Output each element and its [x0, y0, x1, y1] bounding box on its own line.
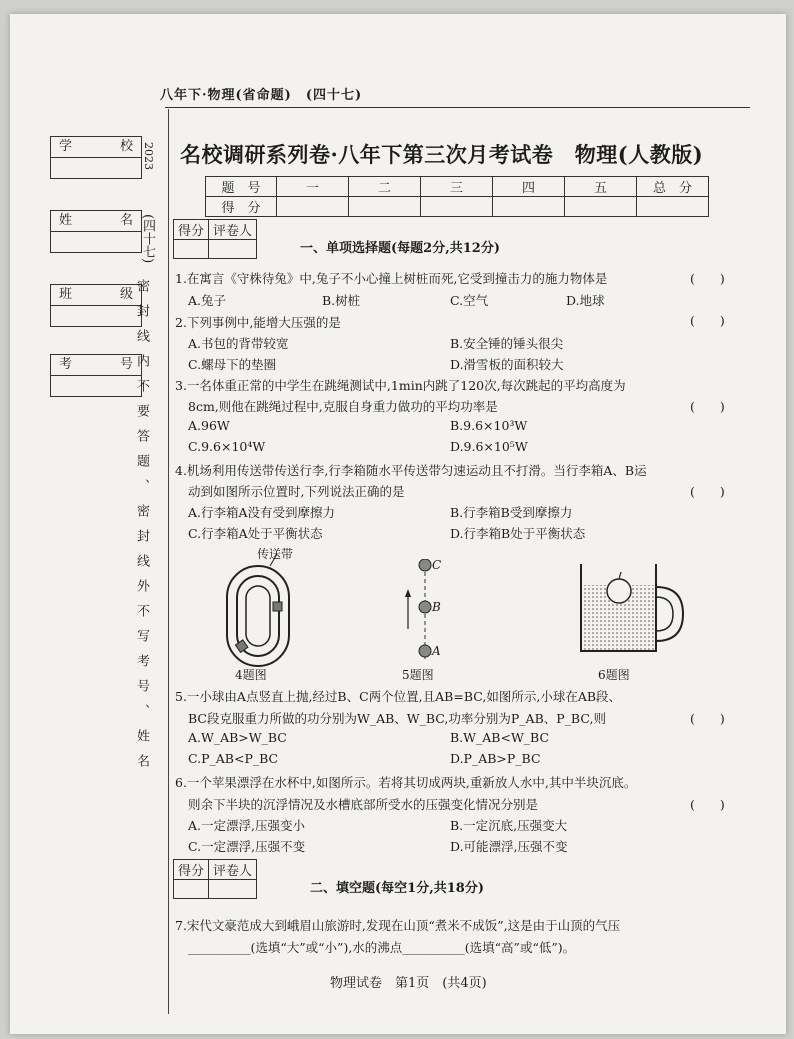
field-label: 名	[119, 213, 133, 228]
answer-paren[interactable]: ( )	[690, 399, 725, 414]
score-cell[interactable]	[565, 197, 637, 217]
field-label: 级	[119, 287, 133, 302]
answer-paren[interactable]: ( )	[690, 313, 725, 328]
question-text: 4.机场利用传送带传送行李,行李箱随水平传送带匀速运动且不打滑。当行李箱A、B运	[175, 463, 647, 478]
school-field[interactable]	[50, 136, 142, 179]
option: C.一定漂浮,压强不变	[188, 839, 306, 854]
option: B.W_AB<W_BC	[450, 730, 550, 745]
fig4-caption: 4题图	[235, 668, 267, 682]
year-text: 2023	[142, 142, 155, 170]
option: C.螺母下的垫圈	[188, 357, 277, 372]
conveyor-belt-figure	[215, 544, 305, 674]
score-cell[interactable]	[349, 197, 421, 217]
score-header-cell: 五	[565, 177, 637, 197]
score-header-cell: 总 分	[637, 177, 709, 197]
score-cell[interactable]	[493, 197, 565, 217]
grader-label: 评卷人	[209, 860, 257, 880]
field-label: 号	[119, 357, 133, 372]
score-row-label: 得 分	[206, 197, 277, 217]
question-text: BC段克服重力所做的功分别为W_AB、W_BC,功率分别为P_AB、P_BC,则	[188, 711, 606, 726]
option: A.行李箱A没有受到摩擦力	[188, 505, 336, 520]
field-label: 班	[59, 287, 73, 302]
grader-box	[173, 859, 257, 899]
score-table	[205, 176, 709, 217]
option: B.9.6×10³W	[450, 418, 528, 433]
answer-paren[interactable]: ( )	[690, 797, 725, 812]
fig5-caption: 5题图	[402, 668, 434, 682]
field-label: 姓	[59, 213, 73, 228]
question-text: 8cm,则他在跳绳过程中,克服自身重力做功的平均功率是	[188, 399, 498, 414]
name-field[interactable]	[50, 210, 142, 253]
seal-line	[168, 109, 169, 1014]
score-cell[interactable]	[421, 197, 493, 217]
option: D.地球	[566, 293, 605, 308]
field-label: 考	[59, 357, 73, 372]
point-c-label: C	[432, 558, 442, 572]
option: D.9.6×10⁵W	[450, 439, 528, 454]
question-text: 6.一个苹果漂浮在水杯中,如图所示。若将其切成两块,重新放人水中,其中半块沉底。	[175, 775, 637, 790]
grader-label: 评卷人	[209, 220, 257, 240]
apple-cup-figure	[575, 559, 685, 664]
exam-paper	[10, 14, 786, 1034]
option: D.滑雪板的面积较大	[450, 357, 564, 372]
question-text: 1.在寓言《守株待兔》中,兔子不小心撞上树桩而死,它受到撞击力的施力物体是	[175, 271, 608, 286]
section-title: 二、填空题(每空1分,共18分)	[310, 881, 484, 896]
page-footer: 物理试卷 第1页 (共4页)	[330, 976, 487, 991]
answer-paren[interactable]: ( )	[690, 484, 725, 499]
score-header-cell: 二	[349, 177, 421, 197]
option: D.可能漂浮,压强不变	[450, 839, 568, 854]
grader-name-cell[interactable]	[209, 880, 257, 899]
question-text[interactable]: __________(选填“大”或“小”),水的沸点__________(选填“高”或“低”)。	[188, 940, 576, 955]
option: A.书包的背带较宽	[188, 336, 289, 351]
option: C.行李箱A处于平衡状态	[188, 526, 323, 541]
grader-name-cell[interactable]	[209, 240, 257, 259]
answer-paren[interactable]: ( )	[690, 711, 725, 726]
score-header-cell: 三	[421, 177, 493, 197]
option: C.空气	[450, 293, 489, 308]
grader-score-label: 得分	[174, 220, 209, 240]
field-label: 校	[119, 139, 133, 154]
question-text: 2.下列事例中,能增大压强的是	[175, 315, 341, 330]
point-b-label: B	[432, 600, 441, 614]
header-text: 八年下·物理(省命题) (四十七)	[160, 88, 363, 103]
option: B.一定沉底,压强变大	[450, 818, 568, 833]
grader-score-label: 得分	[174, 860, 209, 880]
score-cell[interactable]	[637, 197, 709, 217]
fig6-caption: 6题图	[598, 668, 630, 682]
option: A.96W	[188, 418, 230, 433]
question-text: 动到如图所示位置时,下列说法正确的是	[188, 484, 405, 499]
question-text: 则余下半块的沉浮情况及水槽底部所受水的压强变化情况分别是	[188, 797, 539, 812]
option: C.9.6×10⁴W	[188, 439, 266, 454]
option: A.W_AB>W_BC	[188, 730, 287, 745]
option: B.安全锤的锤头很尖	[450, 336, 564, 351]
score-header-cell: 题 号	[206, 177, 277, 197]
paper-number: (四十七)	[140, 214, 155, 264]
option: C.P_AB<P_BC	[188, 751, 279, 766]
grader-score-cell[interactable]	[174, 880, 209, 899]
option: B.行李箱B受到摩擦力	[450, 505, 573, 520]
question-text: 5.一小球由A点竖直上抛,经过B、C两个位置,且AB=BC,如图所示,小球在AB段、	[175, 689, 622, 704]
option: B.树桩	[322, 293, 361, 308]
header-rule	[165, 107, 750, 108]
point-a-label: A	[432, 644, 441, 658]
answer-paren[interactable]: ( )	[690, 271, 725, 286]
score-header-cell: 一	[277, 177, 349, 197]
seal-notice: 密封线内不要答题、密封线外不写考号、姓名	[134, 279, 149, 779]
section-title: 一、单项选择题(每题2分,共12分)	[300, 241, 500, 256]
page-title: 名校调研系列卷·八年下第三次月考试卷 物理(人教版)	[180, 142, 704, 167]
option: A.一定漂浮,压强变小	[188, 818, 305, 833]
score-cell[interactable]	[277, 197, 349, 217]
field-label: 学	[59, 139, 73, 154]
option: D.P_AB>P_BC	[450, 751, 541, 766]
grader-score-cell[interactable]	[174, 240, 209, 259]
option: A.兔子	[188, 293, 227, 308]
question-text: 7.宋代文豪范成大到峨眉山旅游时,发现在山顶“煮米不成饭”,这是由于山顶的气压	[175, 918, 621, 933]
grader-box	[173, 219, 257, 259]
fig4-label: 传送带	[257, 547, 294, 561]
score-header-cell: 四	[493, 177, 565, 197]
question-text: 3.一名体重正常的中学生在跳绳测试中,1min内跳了120次,每次跳起的平均高度为	[175, 378, 626, 393]
option: D.行李箱B处于平衡状态	[450, 526, 586, 541]
